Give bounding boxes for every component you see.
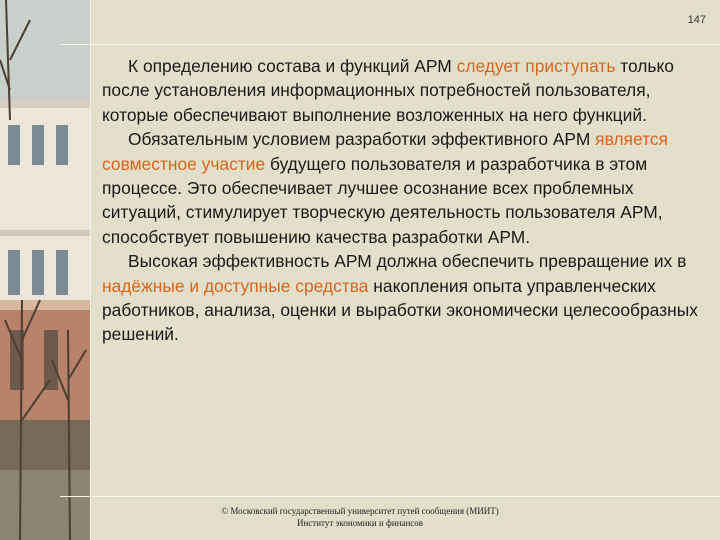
paragraph-1-text-end: только после установления информационных потребностей пользователя, которые обеспечивают выполнение возложенных на него функций. [102, 56, 674, 125]
paragraph-1 [102, 54, 702, 127]
paragraph-2 [102, 127, 702, 249]
top-rule [60, 44, 720, 45]
paragraph-1-highlight: следует приступать [456, 56, 616, 76]
footer-institute: Институт экономики и финансов [296, 518, 424, 528]
paragraph-3-text-start: Высокая эффективность АРМ должна обеспечить превращение их в [128, 251, 687, 272]
paragraph-2-highlight: является совместное участие [102, 129, 668, 174]
paragraph-1-text-start: К определению состава и функций АРМ [128, 56, 457, 76]
paragraph-2-text-start: Обязательным условием разработки эффективного АРМ [128, 129, 596, 150]
slide-body [102, 54, 702, 347]
building-photo [0, 0, 90, 540]
page-number: 147 [687, 14, 706, 26]
vertical-divider [90, 0, 91, 540]
paragraph-3-text-end: накопления опыта управленческих работников, анализа, оценки и выработки экономически целесообразных решений. [102, 275, 698, 345]
footer-copyright: © Московский государственный университет путей сообщения (МИИТ) [221, 506, 499, 516]
footer [170, 505, 550, 529]
bottom-rule [60, 496, 720, 497]
paragraph-3-highlight: надёжные и доступные средства [102, 275, 369, 296]
paragraph-2-text-end: будущего пользователя и разработчика в этом процессе. Это обеспечивает лучшее осознание всех проблемных ситуаций, стимулирует творческую деятельность пользователя АРМ, способствует повышению качества разработки АРМ. [102, 153, 663, 247]
paragraph-3 [102, 249, 702, 347]
